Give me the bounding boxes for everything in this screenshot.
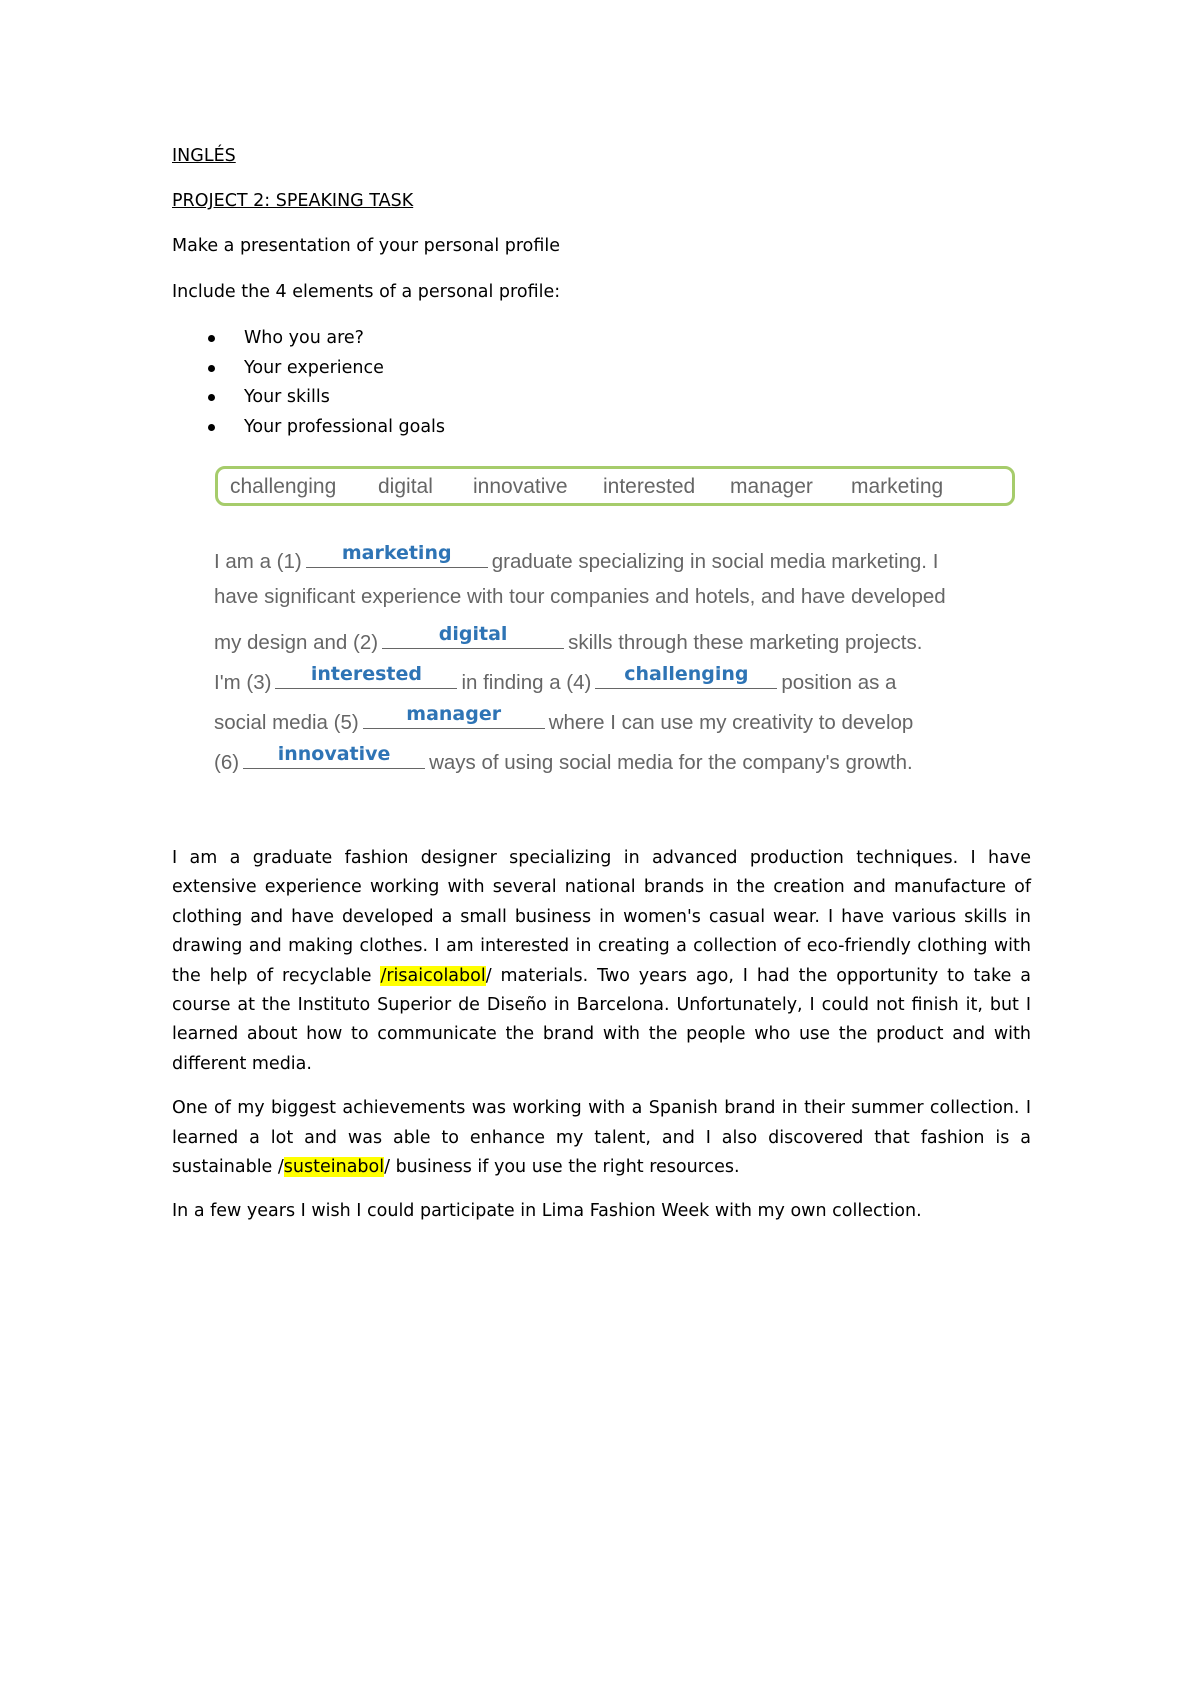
highlighted-phonetic: /risaicolabol [380, 965, 486, 986]
word-bank-item: manager [730, 475, 813, 498]
answer-blank-3: interested [275, 666, 457, 689]
exercise-line-3: my design and (2) digital skills through these marketing projects. [214, 623, 923, 654]
exercise-line-6: (6) innovative ways of using social media for the company's growth. [214, 743, 913, 774]
profile-elements-list [172, 324, 445, 442]
exercise-line-5: social media (5) manager where I can use my creativity to develop [214, 703, 914, 734]
project-title: PROJECT 2: SPEAKING TASK [172, 191, 414, 211]
word-bank-item: interested [603, 475, 696, 498]
essay-body [172, 844, 1031, 1242]
word-bank [215, 466, 1015, 506]
bullet-icon [208, 424, 215, 431]
word-bank-item: challenging [230, 475, 337, 498]
bullet-icon [208, 394, 215, 401]
essay-paragraph-3: In a few years I wish I could participate in Lima Fashion Week with my own collection. [172, 1201, 922, 1222]
essay-paragraph-1: I am a graduate fashion designer specializing in advanced production techniques. I have extensive experience working with several national brands in the creation and manufacture of clothing and have developed a small business in women's casual wear. I have various skills in drawing and making clothes. I am interested in creating a collection of eco-friendly clothing with the help of recyclable /risaicolabol/ materials. Two years ago, I had the opportunity to take a course at the Instituto Superior de Diseño in Barcelona. Unfortunately, I could not finish it, but I learned about how to communicate the brand with the people who use the product and with different media. [172, 848, 1031, 1074]
essay-paragraph-2: One of my biggest achievements was working with a Spanish brand in their summer collection. I learned a lot and was able to enhance my talent, and I also discovered that fashion is a sustainable /susteinabol/ business if you use the right resources. [172, 1098, 1031, 1178]
bullet-icon [208, 365, 215, 372]
exercise-line-4: I'm (3) interested in finding a (4) challenging position as a [214, 663, 897, 694]
answer-blank-5: manager [363, 706, 545, 729]
answer-blank-6: innovative [243, 746, 425, 769]
answer-blank-1: marketing [306, 545, 488, 568]
answer-blank-4: challenging [595, 666, 777, 689]
word-bank-item: marketing [851, 475, 944, 498]
answer-blank-2: digital [382, 626, 564, 649]
instruction-line-2: Include the 4 elements of a personal profile: [172, 282, 561, 302]
bullet-icon [208, 335, 215, 342]
subject-heading: INGLÉS [172, 146, 236, 166]
exercise-line-2: have significant experience with tour companies and hotels, and have developed [214, 585, 946, 608]
list-item: Your experience [172, 354, 445, 384]
list-item: Your professional goals [172, 413, 445, 443]
word-bank-item: digital [378, 475, 433, 498]
word-bank-item: innovative [473, 475, 568, 498]
list-item: Your skills [172, 383, 445, 413]
list-item: Who you are? [172, 324, 445, 354]
fill-in-exercise [210, 460, 1030, 780]
highlighted-phonetic: susteinabol [283, 1157, 385, 1178]
instruction-line-1: Make a presentation of your personal profile [172, 236, 561, 256]
exercise-line-1: I am a (1) marketing graduate specializing in social media marketing. I [214, 542, 939, 573]
